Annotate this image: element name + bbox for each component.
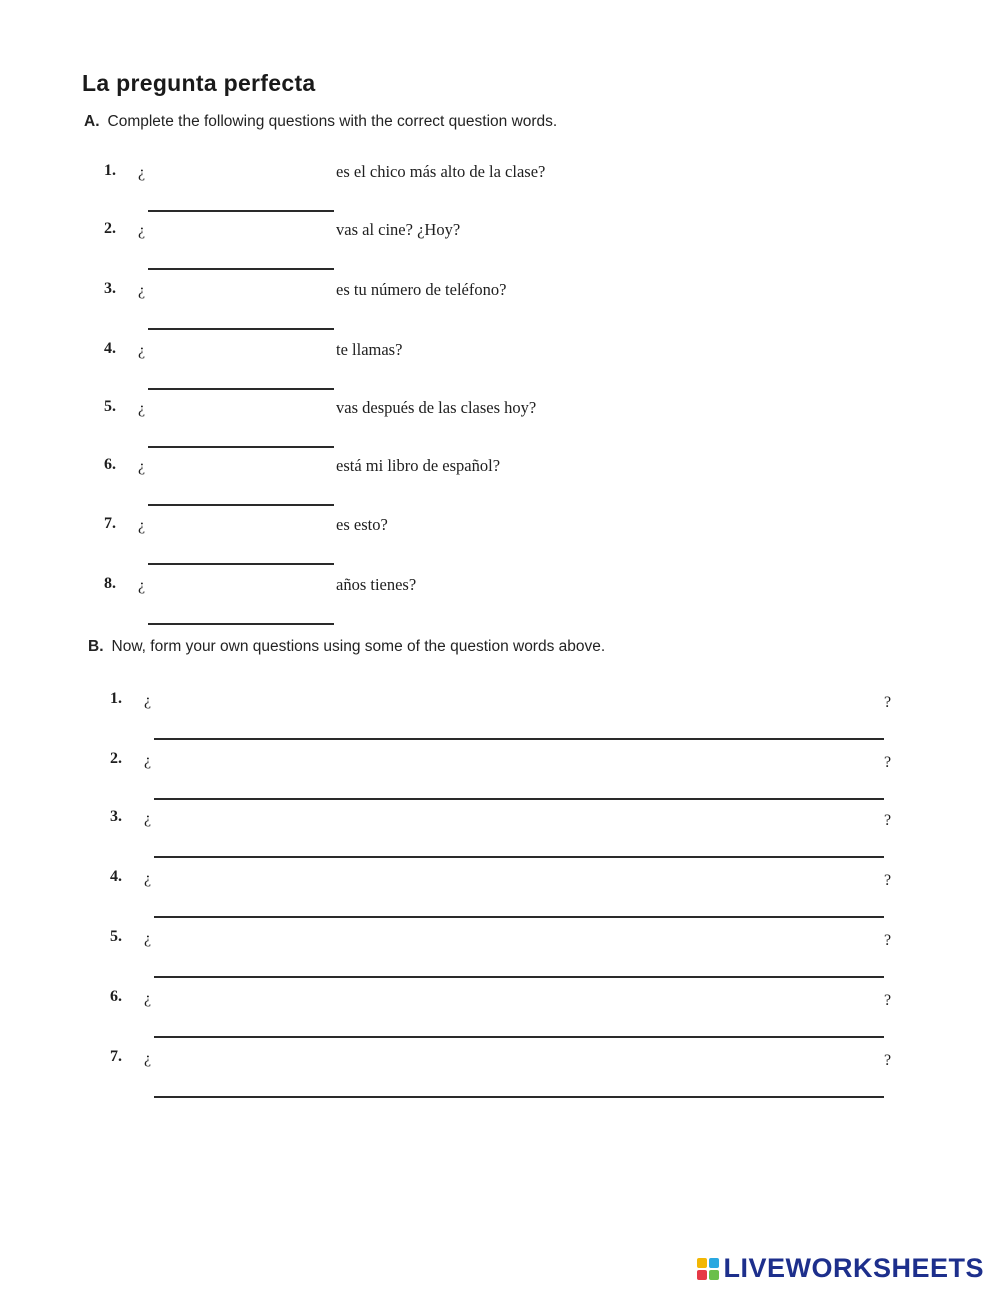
logo-square: [709, 1258, 719, 1268]
open-question-mark: ¿: [138, 517, 146, 534]
logo-square: [697, 1258, 707, 1268]
question-number: 1.: [104, 162, 116, 179]
answer-blank-a-4[interactable]: [148, 358, 334, 390]
question-number: 2.: [104, 220, 116, 237]
worksheet-title: La pregunta perfecta: [82, 70, 316, 96]
open-question-mark: ¿: [138, 577, 146, 594]
section-b-letter: B.: [88, 638, 104, 655]
open-question-mark: ¿: [144, 870, 152, 887]
question-number: 5.: [110, 928, 122, 945]
question-text: te llamas?: [336, 340, 403, 359]
answer-blank-a-8[interactable]: [148, 593, 334, 625]
question-number: 6.: [110, 988, 122, 1005]
answer-blank-a-7[interactable]: [148, 533, 334, 565]
answer-line-b-1[interactable]: [154, 708, 884, 740]
close-question-mark: ?: [884, 812, 892, 829]
close-question-mark: ?: [884, 992, 892, 1009]
section-a-instruction: [84, 113, 557, 131]
close-question-mark: ?: [884, 872, 892, 889]
close-question-mark: ?: [884, 1052, 892, 1069]
question-number: 2.: [110, 750, 122, 767]
question-number: 7.: [110, 1048, 122, 1065]
close-question-mark: ?: [884, 694, 892, 711]
open-question-mark: ¿: [144, 692, 152, 709]
open-question-mark: ¿: [144, 810, 152, 827]
open-question-mark: ¿: [138, 282, 146, 299]
open-question-mark: ¿: [138, 164, 146, 181]
question-text: años tienes?: [336, 575, 417, 594]
brand-text: LIVEWORKSHEETS: [723, 1253, 984, 1283]
question-number: 7.: [104, 515, 116, 532]
question-text: es el chico más alto de la clase?: [336, 162, 546, 181]
open-question-mark: ¿: [144, 1050, 152, 1067]
question-text: vas después de las clases hoy?: [336, 398, 537, 417]
question-text: es tu número de teléfono?: [336, 280, 507, 299]
question-number: 8.: [104, 575, 116, 592]
question-text: vas al cine? ¿Hoy?: [336, 220, 461, 239]
liveworksheets-logo-icon: [697, 1258, 719, 1280]
question-number: 3.: [104, 280, 116, 297]
answer-line-b-3[interactable]: [154, 826, 884, 858]
open-question-mark: ¿: [138, 222, 146, 239]
section-b-instruction-text: Now, form your own questions using some of the question words above.: [111, 638, 606, 655]
question-text: es esto?: [336, 515, 388, 534]
close-question-mark: ?: [884, 754, 892, 771]
question-number: 4.: [104, 340, 116, 357]
close-question-mark: ?: [884, 932, 892, 949]
open-question-mark: ¿: [138, 400, 146, 417]
open-question-mark: ¿: [144, 930, 152, 947]
question-number: 3.: [110, 808, 122, 825]
question-number: 6.: [104, 456, 116, 473]
logo-square: [697, 1270, 707, 1280]
answer-line-b-7[interactable]: [154, 1066, 884, 1098]
question-number: 4.: [110, 868, 122, 885]
answer-line-b-6[interactable]: [154, 1006, 884, 1038]
answer-blank-a-1[interactable]: [148, 180, 334, 212]
section-b-instruction: [88, 638, 605, 656]
open-question-mark: ¿: [144, 752, 152, 769]
answer-line-b-2[interactable]: [154, 768, 884, 800]
answer-blank-a-6[interactable]: [148, 474, 334, 506]
logo-square: [709, 1270, 719, 1280]
open-question-mark: ¿: [138, 342, 146, 359]
answer-blank-a-3[interactable]: [148, 298, 334, 330]
answer-line-b-5[interactable]: [154, 946, 884, 978]
answer-blank-a-2[interactable]: [148, 238, 334, 270]
section-a-letter: A.: [84, 113, 100, 130]
open-question-mark: ¿: [144, 990, 152, 1007]
answer-line-b-4[interactable]: [154, 886, 884, 918]
question-number: 5.: [104, 398, 116, 415]
question-number: 1.: [110, 690, 122, 707]
question-text: está mi libro de español?: [336, 456, 501, 475]
open-question-mark: ¿: [138, 458, 146, 475]
answer-blank-a-5[interactable]: [148, 416, 334, 448]
liveworksheets-logo: [697, 1253, 984, 1284]
section-a-instruction-text: Complete the following questions with the correct question words.: [107, 113, 558, 130]
